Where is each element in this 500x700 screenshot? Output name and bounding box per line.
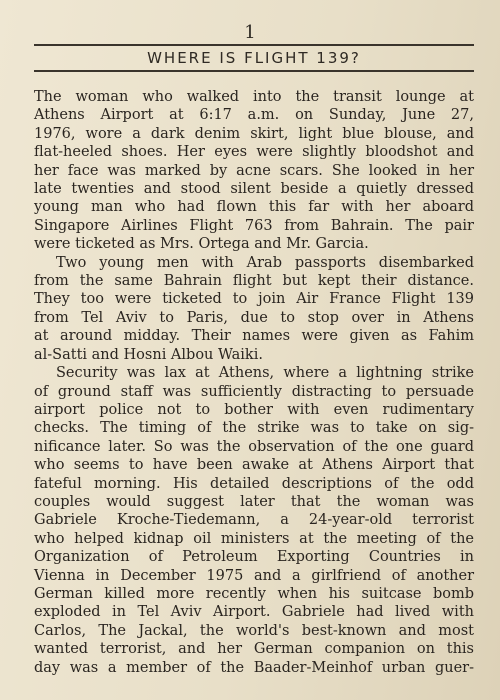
text-line: The woman who walked into the transit lounge at (34, 89, 474, 105)
text-line: checks. The timing of the strike was to take on sig- (34, 420, 474, 437)
text-line: at around midday. Their names were given as Fahim (34, 328, 474, 345)
chapter-number: 1 (244, 22, 256, 43)
text-line: al-Satti and Hosni Albou Waiki. (34, 346, 263, 363)
text-line: Two young men with Arab passports disembarked (56, 254, 474, 271)
text-line: Singapore Airlines Flight 763 from Bahrain. The pair (34, 217, 474, 234)
text-line: fateful morning. His detailed descriptions of the odd (34, 475, 474, 492)
text-line: They too were ticketed to join Air France Flight 139 (34, 291, 474, 308)
text-line: Carlos, The Jackal, the world's best-known and most (34, 622, 474, 639)
text-line: 1976, wore a dark denim skirt, light blue blouse, and (34, 125, 474, 142)
text-line: from Tel Aviv to Paris, due to stop over in Athens (34, 309, 474, 326)
text-line: wanted terrorist, and her German companion on this (34, 641, 474, 658)
text-line: couples would suggest later that the woman was (34, 493, 474, 510)
text-line: German killed more recently when his suitcase bomb (34, 585, 474, 602)
text-line: were ticketed as Mrs. Ortega and Mr. Garcia. (34, 236, 369, 253)
text-line: flat-heeled shoes. Her eyes were slightly bloodshot and (34, 144, 474, 161)
text-line: Gabriele Kroche-Tiedemann, a 24-year-old terrorist (34, 512, 474, 529)
text-line: late twenties and stood silent beside a quietly dressed (34, 181, 474, 198)
text-line: of ground staff was sufficiently distracting to persuade (34, 383, 474, 400)
text-line: from the same Bahrain flight but kept their distance. (34, 273, 474, 290)
title-rule-bottom (34, 70, 474, 72)
text-line: her face was marked by acne scars. She looked in her (34, 162, 474, 179)
text-line: airport police not to bother with even rudimentary (34, 401, 474, 418)
text-line: who helped kidnap oil ministers at the meeting of the (34, 530, 474, 547)
chapter-title: WHERE IS FLIGHT 139? (147, 49, 361, 67)
text-line: Vienna in December 1975 and a girlfriend of another (34, 567, 474, 584)
text-line: exploded in Tel Aviv Airport. Gabriele had lived with (34, 604, 474, 621)
text-line: nificance later. So was the observation of the one guard (34, 438, 474, 455)
text-line: young man who had flown this far with her aboard (34, 199, 474, 216)
text-line: day was a member of the Baader-Meinhof urban guer- (34, 659, 474, 676)
text-line: who seems to have been awake at Athens Airport that (34, 457, 474, 474)
title-rule-top (34, 44, 474, 46)
text-line: Organization of Petroleum Exporting Countries in (34, 549, 474, 566)
body-text (34, 88, 474, 677)
text-line: Athens Airport at 6:17 a.m. on Sunday, June 27, (34, 107, 474, 124)
text-line: Security was lax at Athens, where a lightning strike (56, 365, 474, 382)
